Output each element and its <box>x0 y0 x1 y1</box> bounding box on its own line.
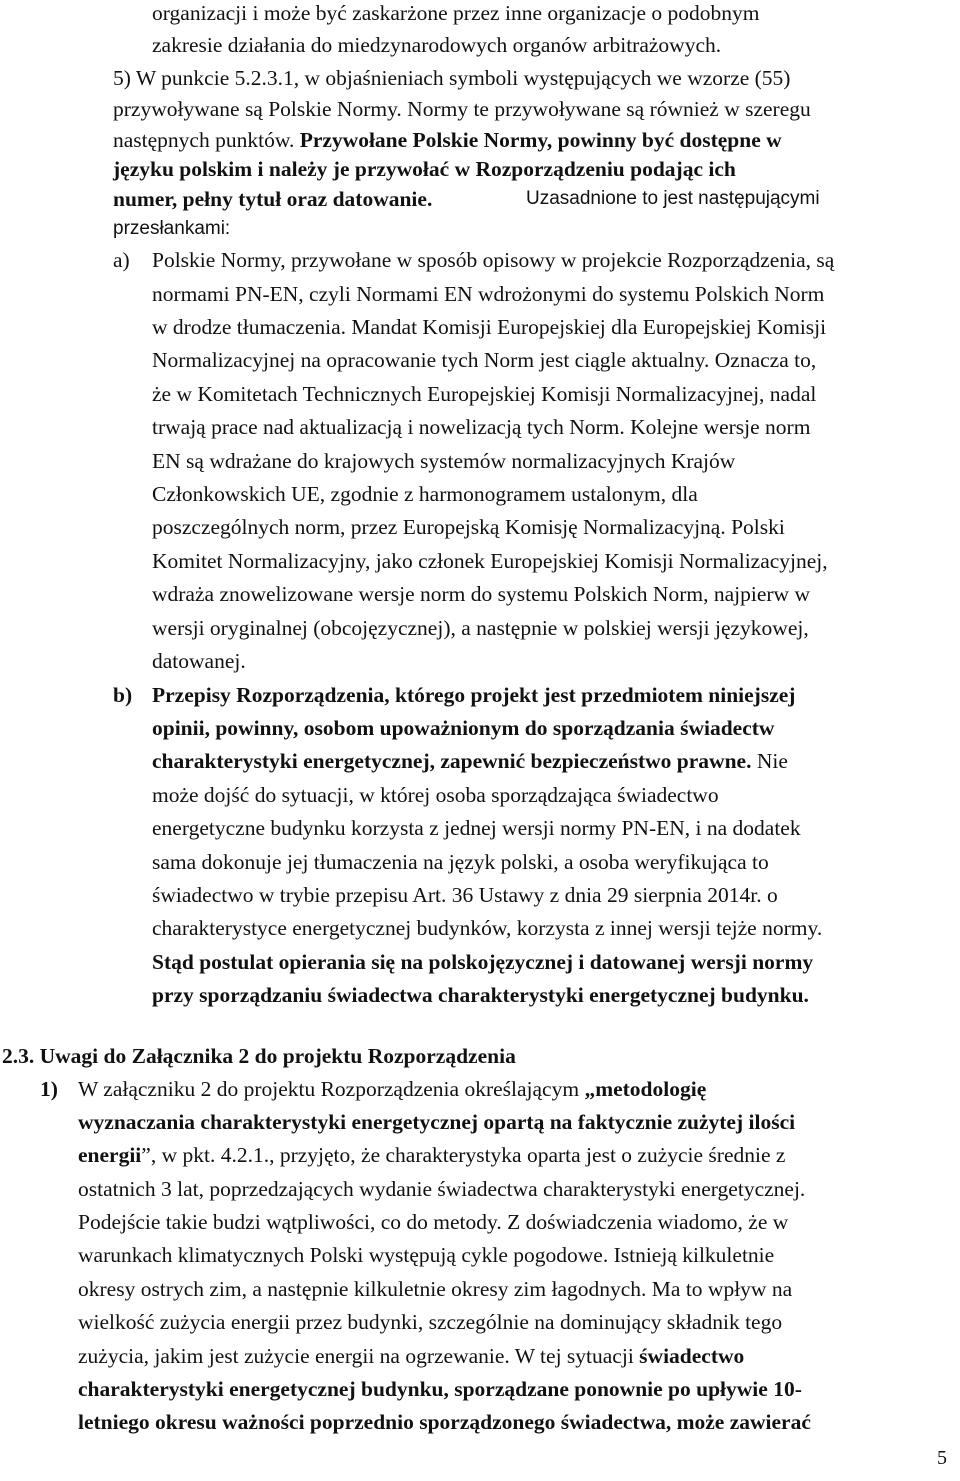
text-line: języku polskim i należy je przywołać w Rozporządzeniu podając ich <box>113 157 736 181</box>
text-line: datowanej. <box>152 649 246 673</box>
section-item-marker: 1) <box>40 1077 58 1101</box>
text-line: charakterystyki energetycznej, zapewnić bezpieczeństwo prawne. Nie <box>152 749 788 773</box>
text-line: EN są wdrażane do krajowych systemów normalizacyjnych Krajów <box>152 449 736 473</box>
text-line: Polskie Normy, przywołane w sposób opisowy w projekcie Rozporządzenia, są <box>152 248 835 272</box>
text-line: ostatnich 3 lat, poprzedzających wydanie świadectwa charakterystyki energetycznej. <box>78 1177 806 1201</box>
text-line: Członkowskich UE, zgodnie z harmonogramem ustalonym, dla <box>152 482 698 506</box>
text-line: Podejście takie budzi wątpliwości, co do metody. Z doświadczenia wiadomo, że w <box>78 1210 789 1234</box>
text-line: organizacji i może być zaskarżone przez inne organizacje o podobnym <box>152 1 760 25</box>
text-line: zużycia, jakim jest zużycie energii na ogrzewanie. W tej sytuacji świadectwo <box>78 1344 745 1368</box>
text-line: numer, pełny tytuł oraz datowanie. <box>113 187 433 211</box>
text-line: Uzasadnione to jest następującymi <box>526 188 820 209</box>
text-line: normami PN-EN, czyli Normami EN wdrożonymi do systemu Polskich Norm <box>152 282 825 306</box>
text-line: przy sporządzaniu świadectwa charakterystyki energetycznej budynku. <box>152 983 809 1007</box>
text-line: charakterystyki energetycznej budynku, sporządzane ponownie po upływie 10- <box>78 1377 802 1401</box>
text-line: wersji oryginalnej (obcojęzycznej), a następnie w polskiej wersji językowej, <box>152 616 809 640</box>
text-line: opinii, powinny, osobom upoważnionym do sporządzania świadectw <box>152 716 775 740</box>
text-line: okresy ostrych zim, a następnie kilkuletnie okresy zim łagodnych. Ma to wpływ na <box>78 1277 793 1301</box>
item-b-marker: b) <box>113 683 133 707</box>
text-line: przesłankami: <box>113 218 231 239</box>
text-line: przywoływane są Polskie Normy. Normy te przywoływane są również w szeregu <box>113 97 811 121</box>
text-line: wdraża znowelizowane wersje norm do systemu Polskich Norm, najpierw w <box>152 582 810 606</box>
text-line: trwają prace nad aktualizacją i nowelizacją tych Norm. Kolejne wersje norm <box>152 415 811 439</box>
text-line: energii”, w pkt. 4.2.1., przyjęto, że charakterystyka oparta jest o zużycie średnie z <box>78 1143 786 1167</box>
text-line: Komitet Normalizacyjny, jako członek Europejskiej Komisji Normalizacyjnej, <box>152 549 828 573</box>
text-line: Stąd postulat opierania się na polskojęzycznej i datowanej wersji normy <box>152 950 814 974</box>
text-line: poszczególnych norm, przez Europejską Komisję Normalizacyjną. Polski <box>152 515 785 539</box>
text-line: sama dokonuje jej tłumaczenia na język polski, a osoba weryfikująca to <box>152 850 769 874</box>
text-line: wielkość zużycia energii przez budynki, szczególnie na dominujący składnik tego <box>78 1310 783 1334</box>
text-line: Przepisy Rozporządzenia, którego projekt jest przedmiotem niniejszej <box>152 683 796 707</box>
text-line: może dojść do sytuacji, w której osoba sporządzająca świadectwo <box>152 783 719 807</box>
text-line: wyznaczania charakterystyki energetycznej opartą na faktycznie zużytej ilości <box>78 1110 796 1134</box>
section-heading: 2.3. Uwagi do Załącznika 2 do projektu Rozporządzenia <box>2 1044 516 1068</box>
text-line: Normalizacyjnej na opracowanie tych Norm jest ciągle aktualny. Oznacza to, <box>152 348 817 372</box>
text-line: świadectwo w trybie przepisu Art. 36 Ustawy z dnia 29 sierpnia 2014r. o <box>152 883 778 907</box>
text-line: zakresie działania do miedzynarodowych organów arbitrażowych. <box>152 33 722 57</box>
text-line: charakterystyce energetycznej budynków, korzysta z innej wersji tejże normy. <box>152 916 823 940</box>
point-5-line: 5) W punkcie 5.2.3.1, w objaśnieniach symboli występujących we wzorze (55) <box>113 66 791 90</box>
text-line: W załączniku 2 do projektu Rozporządzenia określającym „metodologię <box>78 1077 707 1101</box>
text-line: warunkach klimatycznych Polski występują cykle pogodowe. Istnieją kilkuletnie <box>78 1243 775 1267</box>
item-a-marker: a) <box>113 248 130 272</box>
page-number: 5 <box>937 1447 947 1469</box>
text-line: energetyczne budynku korzysta z jednej wersji normy PN-EN, i na dodatek <box>152 816 801 840</box>
text-line: w drodze tłumaczenia. Mandat Komisji Europejskiej dla Europejskiej Komisji <box>152 315 827 339</box>
text-line: że w Komitetach Technicznych Europejskiej Komisji Normalizacyjnej, nadal <box>152 382 817 406</box>
text-line: następnych punktów. Przywołane Polskie Normy, powinny być dostępne w <box>113 128 782 152</box>
text-line: letniego okresu ważności poprzednio sporządzonego świadectwa, może zawierać <box>78 1410 811 1434</box>
